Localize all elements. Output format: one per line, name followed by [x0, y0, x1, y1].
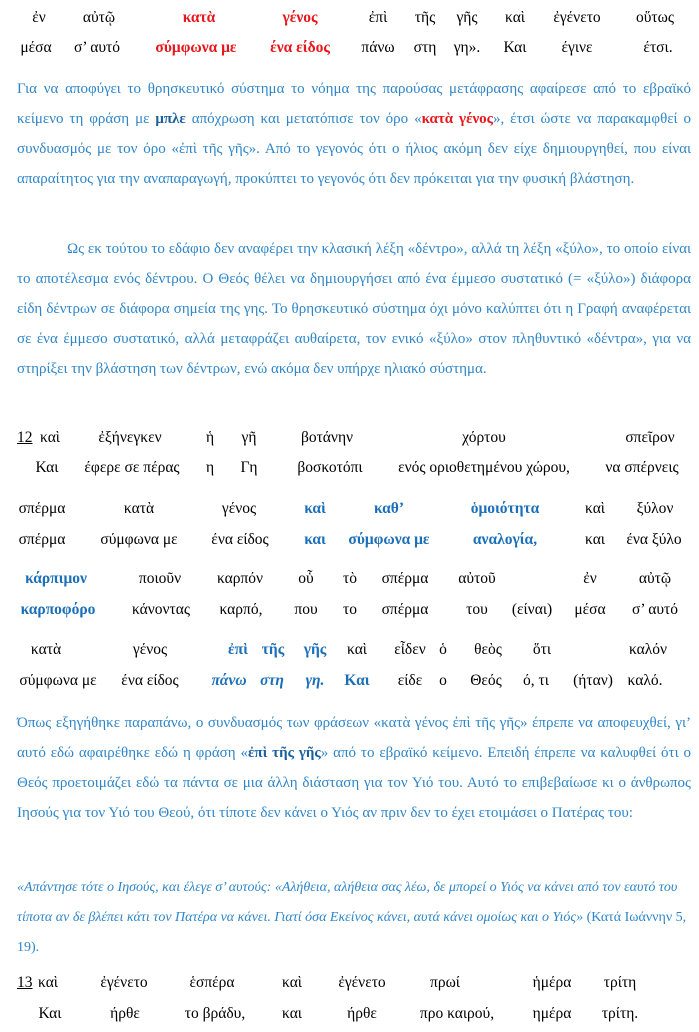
quote-reference: (Κατά Ιωάννην 5, 19).	[17, 910, 687, 955]
translation-word: Και	[503, 39, 527, 56]
translation-word: σπέρμα	[18, 531, 66, 548]
greek-word-highlight: κατὰ	[182, 9, 216, 26]
translation-word: Θεός	[470, 672, 502, 689]
verse-number: 13	[17, 974, 33, 991]
greek-word: σπέρμα	[18, 500, 66, 517]
greek-word: καρπόν	[216, 570, 264, 587]
translation-word: είδε	[397, 672, 423, 689]
greek-word: χόρτου	[462, 429, 506, 446]
greek-word: καὶ	[38, 974, 58, 991]
greek-word: θεὸς	[474, 641, 502, 658]
translation-word: (ήταν)	[573, 672, 613, 689]
greek-word-highlight: γῆς	[303, 641, 327, 658]
translation-word: σύμφωνα με	[19, 672, 97, 689]
greek-word: καλόν	[628, 641, 668, 658]
translation-word: καρπό,	[219, 601, 263, 618]
translation-word-highlight: γη.	[305, 672, 325, 689]
translation-word: τρίτη.	[601, 1005, 639, 1022]
translation-word: σπέρμα	[381, 601, 429, 618]
translation-word-highlight: και	[304, 531, 326, 548]
translation-word: που	[294, 601, 318, 618]
greek-word: καὶ	[282, 974, 302, 991]
greek-word: γένος	[221, 500, 257, 517]
translation-word: ήρθε	[347, 1005, 377, 1022]
interlinear-translation-row	[0, 669, 699, 693]
interlinear-greek-row	[0, 971, 699, 995]
greek-word-highlight: γένος	[282, 9, 318, 26]
translation-word: το βράδυ,	[184, 1005, 246, 1022]
translation-word: (είναι)	[511, 601, 553, 618]
translation-word-highlight: καρποφόρο	[20, 601, 96, 618]
emphasis-blue: ἐπὶ τῆς γῆς	[248, 745, 321, 761]
translation-word-highlight: ένα είδος	[270, 39, 330, 56]
commentary-paragraph: Ως εκ τούτου το εδάφιο δεν αναφέρει την κλασική λέξη «δέντρο», αλλά τη λέξη «ξύλο», το οποίο είναι το αποτέλεσμα ενός δέντρου. Ο Θεός θέλει να δημιουργήσει από ένα έμμεσο συστατικό (= «ξύλο») διάφορα είδη δέντρων σε διάφορα σημεία της γης. Το θρησκευτικό σύστημα όχι μόνο καλύπτει ότι η Γραφή αναφέρεται σε ένα έμμεσο συστατικό, αλλά μεταφράζει αυθαίρετα, τον ενικό «ξύλο» στον πληθυντικό «δέντρα», για να στηρίξει την βλάστηση των δέντρων, ενώ ακόμα δεν υπήρχε ηλιακό σύστημα.	[17, 241, 691, 377]
greek-word-highlight: ἐπὶ	[228, 641, 248, 658]
translation-word: το	[343, 601, 357, 618]
greek-word: εἶδεν	[394, 641, 426, 658]
translation-word: Γη	[240, 459, 258, 476]
translation-word: καλό.	[627, 672, 663, 689]
translation-word: Και	[38, 1005, 62, 1022]
greek-word: αὐτῷ	[638, 570, 672, 587]
translation-word-highlight: πάνω	[211, 672, 247, 689]
translation-word-highlight: στη	[260, 672, 284, 689]
greek-word-highlight: ὁμοιότητα	[470, 500, 540, 517]
greek-word-highlight: τῆς	[261, 641, 285, 658]
interlinear-greek-row	[0, 567, 699, 591]
commentary-text: » από το εβραϊκό κείμενο. Επειδή έπρεπε να καλυφθεί ότι ο Θεός προετοιμάζει εδώ τα πάντα σε μια άλλη διάσταση για τον Υιό του. Αυτό το επιβεβαίωσε κι ο άνθρωπος Ιησούς για τον Υιό του Θεού, ότι τίποτε δεν κάνει ο Υιός αν πριν δεν το έχει ετοιμάσει ο Πατέρας του:	[17, 745, 691, 821]
translation-word: του	[466, 601, 488, 618]
greek-word: αὐτοῦ	[458, 570, 496, 587]
translation-word: προ καιρού,	[419, 1005, 495, 1022]
greek-word: οὗ	[298, 570, 314, 587]
greek-word: καὶ	[585, 500, 605, 517]
greek-word: τῆς	[414, 9, 436, 26]
interlinear-greek-row	[0, 497, 699, 521]
greek-word: ξύλον	[636, 500, 674, 517]
translation-word: στη	[413, 39, 437, 56]
greek-word: σπέρμα	[381, 570, 429, 587]
translation-word: μέσα	[574, 601, 606, 618]
greek-word: ὅτι	[532, 641, 552, 658]
greek-word: ὁ	[439, 641, 447, 658]
translation-word: ήρθε	[110, 1005, 140, 1022]
translation-word: έφερε σε πέρας	[84, 459, 180, 476]
commentary-text: απόχρωση και μετατόπισε τον όρο «	[185, 111, 422, 127]
translation-word: σύμφωνα με	[100, 531, 178, 548]
greek-word: πρωί	[430, 974, 460, 991]
greek-word: καὶ	[40, 429, 60, 446]
greek-word: ἐγένετο	[100, 974, 148, 991]
greek-word: βοτάνην	[300, 429, 354, 446]
greek-word: αὐτῷ	[82, 9, 116, 26]
greek-word-highlight: κάρπιμον	[25, 570, 87, 587]
interlinear-translation-row	[0, 1002, 699, 1026]
commentary-paragraph	[17, 74, 691, 194]
translation-word: ένα είδος	[121, 672, 179, 689]
translation-word-highlight: σύμφωνα με	[348, 531, 430, 548]
greek-word: ἡμέρα	[532, 974, 572, 991]
translation-word: να σπέρνεις	[605, 459, 679, 476]
greek-word: ἐν	[32, 9, 46, 26]
greek-word: κατὰ	[30, 641, 62, 658]
translation-word: ό, τι	[523, 672, 549, 689]
translation-word: η	[205, 459, 215, 476]
translation-word: βοσκοτόπι	[297, 459, 363, 476]
greek-word-highlight: καθ’	[373, 500, 405, 517]
translation-word: έγινε	[561, 39, 593, 56]
translation-word: ημέρα	[532, 1005, 572, 1022]
translation-word: πάνω	[361, 39, 395, 56]
greek-word: καὶ	[505, 9, 525, 26]
commentary-text: Για να αποφύγει το θρησκευτικό σύστημα το νόημα της παρούσας μετάφρασης αφαίρεσε από το εβραϊκό κείμενο τη φράση με	[17, 81, 691, 127]
translation-word: έτσι.	[643, 39, 673, 56]
translation-word-highlight: σύμφωνα με	[155, 39, 237, 56]
translation-word: Και	[35, 459, 59, 476]
interlinear-translation-row	[0, 528, 699, 552]
greek-word: τὸ	[343, 570, 357, 587]
interlinear-translation-row	[0, 456, 699, 480]
greek-word: ἐπὶ	[368, 9, 388, 26]
interlinear-greek-row	[0, 6, 699, 30]
greek-word: ἑσπέρα	[189, 974, 235, 991]
translation-word: ενός οριοθετημένου χώρου,	[398, 459, 570, 476]
translation-word: ένα ξύλο	[626, 531, 682, 548]
commentary-text: Όπως εξηγήθηκε παραπάνω, ο συνδυασμός των φράσεων «κατὰ γένος ἐπὶ τῆς γῆς» έπρεπε να αποφευχθεί, γι’ αυτό εδώ αφαιρέθηκε εδώ η φράση «	[17, 715, 691, 761]
commentary-paragraph	[17, 708, 691, 828]
interlinear-greek-row	[0, 638, 699, 662]
greek-word: γένος	[132, 641, 168, 658]
greek-word: ποιοῦν	[138, 570, 182, 587]
greek-word: οὕτως	[636, 9, 674, 26]
quote-text: «Απάντησε τότε ο Ιησούς, και έλεγε σ’ αυτούς: «Αλήθεια, αλήθεια σας λέω, δε μπορεί ο Υιός να κάνει από τον εαυτό του τίποτα αν δε βλέπει κάτι τον Πατέρα να κάνει. Γιατί όσα Εκείνος κάνει, αυτά κάνει ομοίως και ο Υιός»	[17, 880, 678, 925]
greek-word: γῆς	[456, 9, 478, 26]
greek-word: ἐξήνεγκεν	[98, 429, 162, 446]
emphasis-red: κατὰ γένος	[421, 111, 494, 127]
verse-number: 12	[17, 429, 33, 446]
greek-word: κατὰ	[123, 500, 155, 517]
translation-word: κάνοντας	[131, 601, 191, 618]
interlinear-translation-row	[0, 598, 699, 622]
greek-word: ἐγένετο	[338, 974, 386, 991]
greek-word: καὶ	[347, 641, 367, 658]
translation-word-highlight: αναλογία,	[472, 531, 538, 548]
interlinear-greek-row	[0, 426, 699, 450]
translation-word: ένα είδος	[211, 531, 269, 548]
greek-word: ἐν	[583, 570, 597, 587]
translation-word: σ’ αυτό	[631, 601, 679, 618]
translation-word: ο	[439, 672, 447, 689]
greek-word: σπεῖρον	[625, 429, 675, 446]
translation-word: και	[282, 1005, 302, 1022]
greek-word-highlight: καὶ	[304, 500, 326, 517]
interlinear-translation-row	[0, 36, 699, 60]
greek-word: ἐγένετο	[553, 9, 601, 26]
translation-word: και	[585, 531, 605, 548]
scripture-quote	[17, 873, 691, 963]
translation-word: σ’ αυτό	[73, 39, 121, 56]
greek-word: ἡ	[205, 429, 215, 446]
translation-word: μέσα	[20, 39, 52, 56]
commentary-text: », έτσι ώστε να παρακαμφθεί ο συνδυασμός με τον όρο «ἐπὶ τῆς γῆς». Από το γεγονός ότι ο ήλιος ακόμη δεν είχε δημιουργηθεί, που είναι απαραίτητος για την αναπαραγωγή, προκύπτει το γεγονός ότι δεν πρόκειται για την φυσική βλάστηση.	[17, 111, 692, 187]
greek-word: τρίτη	[603, 974, 637, 991]
emphasis-blue: μπλε	[155, 111, 186, 127]
translation-word-highlight: Και	[344, 672, 370, 689]
translation-word: γη».	[453, 39, 481, 56]
greek-word: γῆ	[241, 429, 257, 446]
